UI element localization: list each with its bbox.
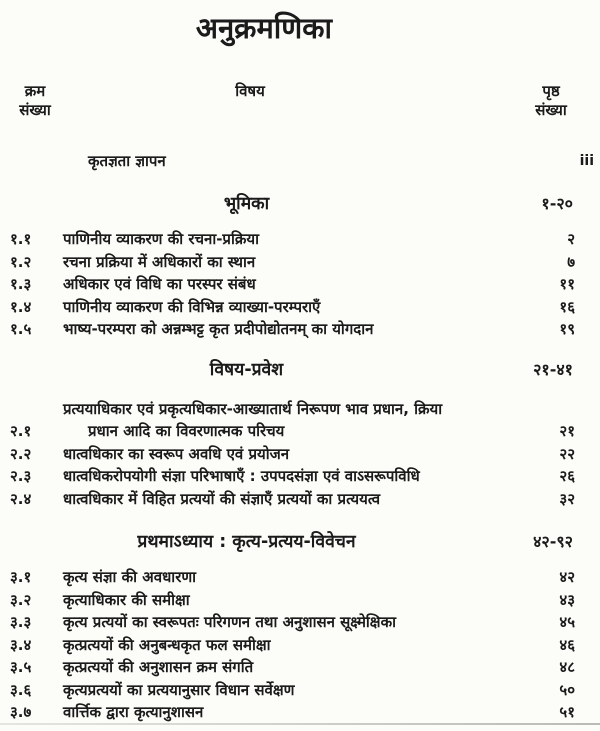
column-header-serial: क्रम संख्या bbox=[19, 82, 51, 119]
entry-number: १.१ bbox=[10, 230, 32, 248]
section-page-range: ४२-९२ bbox=[533, 532, 573, 551]
entry-subject: वार्त्तिक द्वारा कृत्यानुशासन bbox=[63, 703, 204, 721]
entry-subject: कृत्प्रत्ययों की अनुशासन क्रम संगति bbox=[63, 658, 254, 676]
column-header-page: पृष्ठ संख्या bbox=[535, 82, 567, 119]
entry-number: २.२ bbox=[10, 444, 32, 463]
entry-page: ४२ bbox=[559, 568, 575, 586]
column-header-subject: विषय bbox=[235, 82, 265, 100]
toc-entry bbox=[0, 443, 600, 466]
toc-entry bbox=[0, 611, 600, 634]
entry-number: ३.७ bbox=[10, 703, 32, 721]
entry-subject: कृत्य प्रत्ययों का स्वरूपतः परिगणन तथा अनुशासन सूक्ष्मेक्षिका bbox=[63, 613, 396, 631]
entry-number: ३.५ bbox=[10, 658, 32, 676]
entry-page: ४८ bbox=[559, 658, 575, 676]
entry-number: २.४ bbox=[10, 489, 32, 508]
page-title: अनुक्रमणिका bbox=[195, 11, 333, 45]
entry-page: २६ bbox=[559, 467, 575, 485]
entry-subject: धात्वधिकरोपयोगी संज्ञा परिभाषाएँ : उपपदसंज्ञा एवं वाऽसरूपविधि bbox=[63, 467, 420, 485]
entry-number: ३.४ bbox=[10, 635, 32, 654]
column-headers bbox=[0, 82, 600, 120]
entry-page: १६ bbox=[559, 297, 575, 316]
entry-number: १.३ bbox=[10, 275, 32, 293]
entry-number: २.३ bbox=[10, 467, 32, 485]
entry-page: ४३ bbox=[559, 590, 575, 609]
entry-subject: रचना प्रक्रिया में अधिकारों का स्थान bbox=[63, 252, 256, 271]
entry-subject: पाणिनीय व्याकरण की रचना-प्रक्रिया bbox=[63, 230, 259, 248]
entry-subject: धात्वधिकार में विहित प्रत्ययों की संज्ञाएँ प्रत्ययों का प्रत्ययत्व bbox=[63, 489, 381, 508]
entry-number: ३.६ bbox=[10, 680, 32, 699]
entry-subject: कृत्प्रत्ययों की अनुबन्धकृत फल समीक्षा bbox=[63, 635, 271, 654]
entry-number: १.२ bbox=[10, 252, 32, 271]
entry-number: १.५ bbox=[10, 320, 32, 338]
page-title-wrap bbox=[0, 0, 528, 48]
entry-number: ३.२ bbox=[10, 590, 32, 609]
toc-entry bbox=[0, 398, 600, 443]
scan-artifact-line bbox=[0, 723, 600, 725]
entry-subject: कृत्याधिकार की समीक्षा bbox=[63, 590, 190, 609]
section-heading-row bbox=[0, 358, 600, 382]
entry-subject: अधिकार एवं विधि का परस्पर संबंध bbox=[63, 275, 256, 293]
toc-entry bbox=[0, 251, 600, 274]
entry-subject: कृत्यप्रत्ययों का प्रत्ययानुसार विधान सर्वेक्षण bbox=[63, 680, 295, 699]
entry-subject-line2: प्रधान आदि का विवरणात्मक परिचय bbox=[88, 422, 285, 440]
entry-subject: कृत्य संज्ञा की अवधारणा bbox=[63, 568, 197, 586]
toc-entry bbox=[0, 679, 600, 702]
toc-section bbox=[0, 398, 600, 511]
toc-entry bbox=[0, 488, 600, 511]
toc-entry bbox=[0, 318, 600, 341]
section-page-range: २१-४१ bbox=[533, 359, 573, 379]
entry-page: ४६ bbox=[559, 635, 575, 654]
entry-page: ३२ bbox=[559, 489, 575, 508]
front-matter-row bbox=[0, 150, 600, 172]
entry-subject: भाष्य-परम्परा को अन्नम्भट्ट कृत प्रदीपोद्योतनम् का योगदान bbox=[63, 320, 374, 338]
entry-page: ७ bbox=[567, 252, 575, 271]
section-page-range: १-२० bbox=[541, 194, 573, 213]
entry-subject: प्रत्ययाधिकार एवं प्रकृत्यधिकार-आख्यातार्थ निरूपण भाव प्रधान, क्रिया प्रधान आदि का विवरणात्मक परिचय bbox=[63, 398, 520, 443]
toc-entry bbox=[0, 465, 600, 488]
entry-number: ३.१ bbox=[10, 568, 32, 586]
section-heading-row bbox=[0, 192, 600, 216]
toc-section bbox=[0, 566, 600, 724]
entry-number: २.१ bbox=[10, 422, 32, 440]
toc-entry bbox=[0, 228, 600, 251]
toc-entry bbox=[0, 656, 600, 679]
toc-entry bbox=[0, 273, 600, 296]
entry-page: १९ bbox=[559, 320, 575, 338]
entry-page: २२ bbox=[559, 444, 575, 463]
entry-page: ५० bbox=[559, 680, 575, 699]
toc-entry bbox=[0, 296, 600, 319]
entry-number: १.४ bbox=[10, 297, 32, 316]
toc-entry bbox=[0, 634, 600, 657]
section-heading: प्रथमाऽध्याय : कृत्य-प्रत्यय-विवेचन bbox=[137, 532, 356, 552]
entry-page: २ bbox=[567, 230, 575, 248]
entry-subject: पाणिनीय व्याकरण की विभिन्न व्याख्या-परम्पराएँ bbox=[63, 297, 321, 316]
front-matter-page: iii bbox=[579, 153, 594, 169]
toc-entry bbox=[0, 566, 600, 589]
entry-page: ५१ bbox=[559, 703, 575, 721]
entry-number: ३.३ bbox=[10, 613, 32, 631]
section-heading-row bbox=[0, 530, 600, 554]
section-heading: भूमिका bbox=[223, 194, 270, 214]
toc-section bbox=[0, 228, 600, 341]
entry-page: २१ bbox=[559, 422, 575, 440]
toc-entry bbox=[0, 589, 600, 612]
section-heading: विषय-प्रवेश bbox=[209, 359, 284, 380]
front-matter-label: कृतज्ञता ज्ञापन bbox=[88, 152, 166, 170]
toc-entry bbox=[0, 701, 600, 724]
entry-page: ४५ bbox=[559, 613, 575, 631]
entry-subject: धात्वधिकार का स्वरूप अवधि एवं प्रयोजन bbox=[63, 444, 290, 463]
entry-page: ११ bbox=[559, 275, 575, 293]
